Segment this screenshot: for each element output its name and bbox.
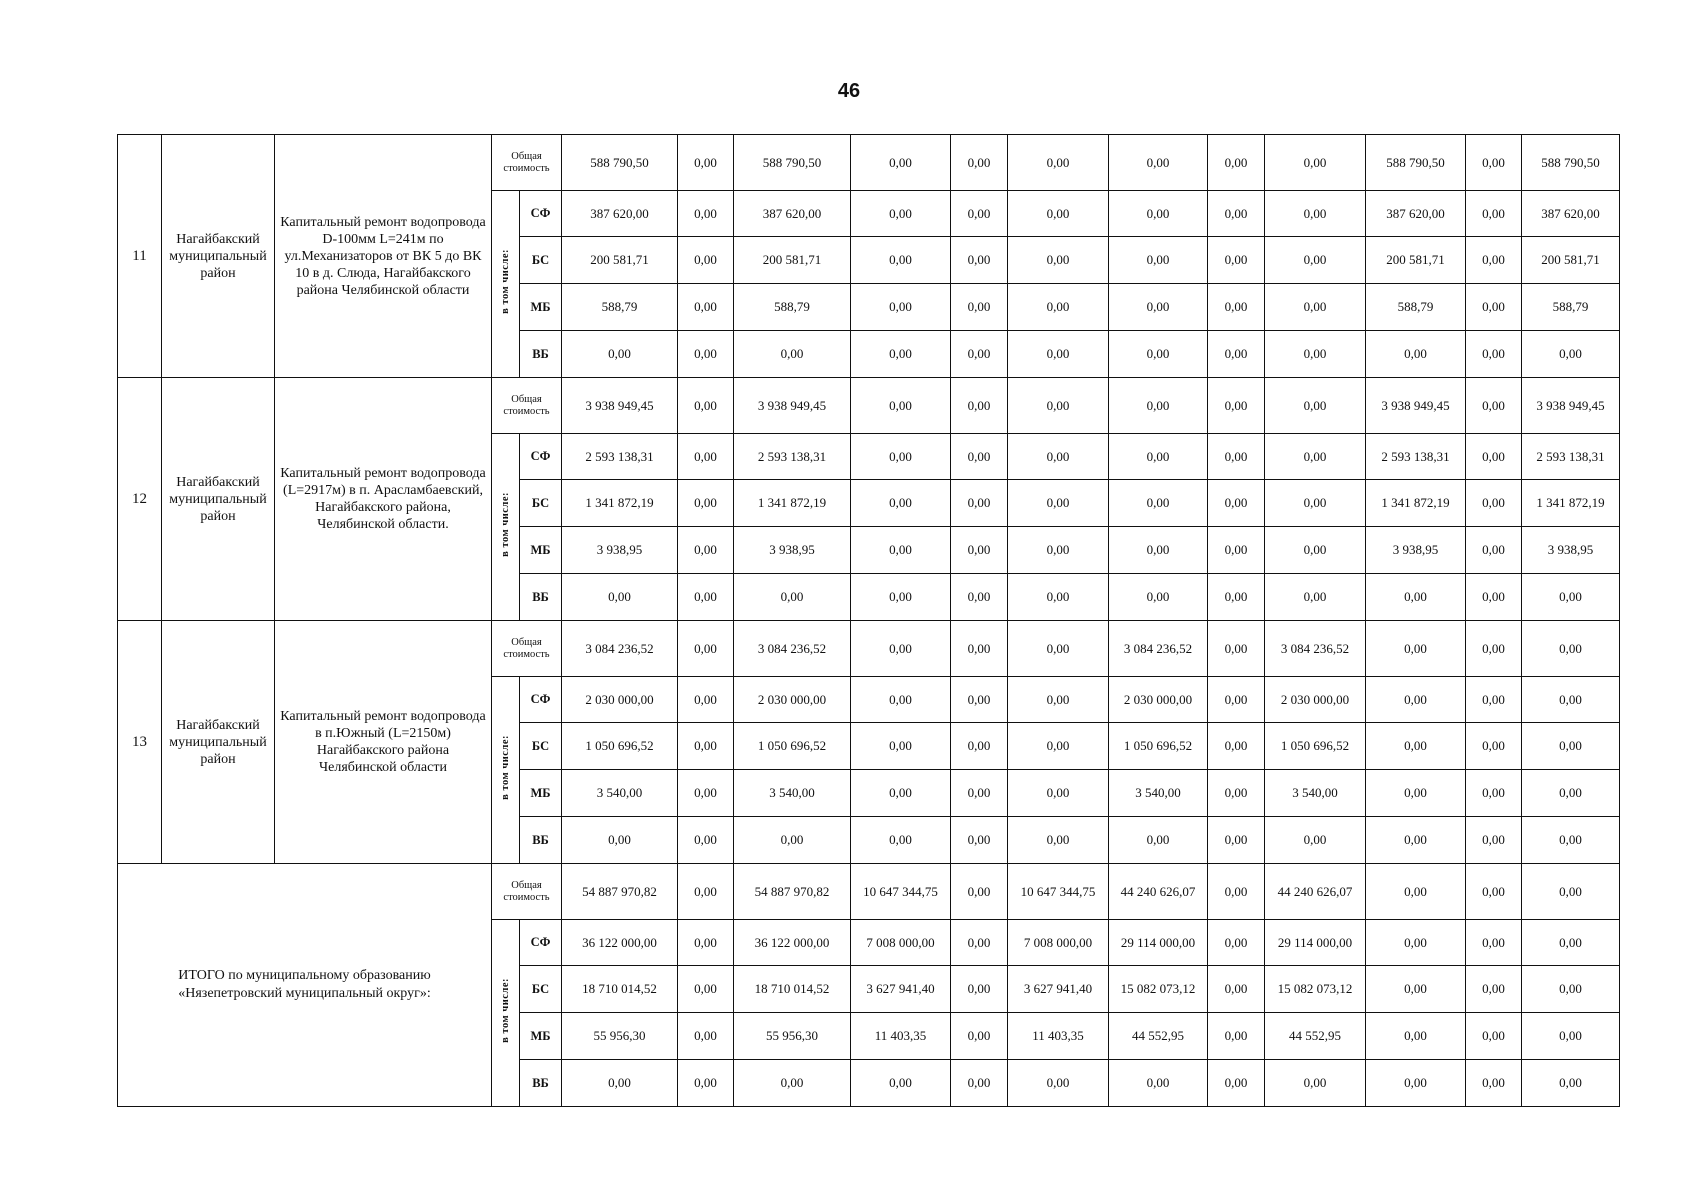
budget-code: МБ — [520, 1013, 562, 1060]
value-cell: 2 593 138,31 — [1522, 434, 1620, 480]
value-cell: 0,00 — [1466, 817, 1522, 864]
value-cell: 54 887 970,82 — [734, 864, 851, 920]
value-cell: 18 710 014,52 — [734, 966, 851, 1013]
value-cell: 29 114 000,00 — [1265, 920, 1366, 966]
value-cell: 0,00 — [1008, 677, 1109, 723]
value-cell: 3 627 941,40 — [1008, 966, 1109, 1013]
value-cell: 2 030 000,00 — [1265, 677, 1366, 723]
value-cell: 0,00 — [951, 378, 1008, 434]
value-cell: 15 082 073,12 — [1109, 966, 1208, 1013]
value-cell: 0,00 — [1466, 920, 1522, 966]
value-cell: 0,00 — [1466, 331, 1522, 378]
value-cell: 0,00 — [851, 434, 951, 480]
in-which-label — [492, 920, 520, 1107]
value-cell: 0,00 — [951, 191, 1008, 237]
value-cell: 0,00 — [1466, 723, 1522, 770]
value-cell: 0,00 — [678, 1060, 734, 1107]
value-cell: 0,00 — [1366, 770, 1466, 817]
value-cell: 55 956,30 — [562, 1013, 678, 1060]
in-which-label — [492, 677, 520, 864]
value-cell: 0,00 — [1265, 135, 1366, 191]
value-cell: 0,00 — [1109, 434, 1208, 480]
value-cell: 0,00 — [1265, 378, 1366, 434]
value-cell: 0,00 — [1466, 1013, 1522, 1060]
value-cell: 0,00 — [1208, 284, 1265, 331]
value-cell: 0,00 — [678, 770, 734, 817]
value-cell: 387 620,00 — [1522, 191, 1620, 237]
value-cell: 0,00 — [1265, 527, 1366, 574]
value-cell: 200 581,71 — [1522, 237, 1620, 284]
value-cell: 0,00 — [851, 770, 951, 817]
value-cell: 0,00 — [951, 237, 1008, 284]
value-cell: 0,00 — [851, 723, 951, 770]
value-cell: 3 084 236,52 — [1109, 621, 1208, 677]
value-cell: 3 084 236,52 — [734, 621, 851, 677]
value-cell: 0,00 — [1208, 237, 1265, 284]
value-cell: 0,00 — [1208, 677, 1265, 723]
value-cell: 0,00 — [851, 574, 951, 621]
value-cell: 44 552,95 — [1109, 1013, 1208, 1060]
value-cell: 0,00 — [1366, 817, 1466, 864]
value-cell: 0,00 — [951, 135, 1008, 191]
value-cell: 387 620,00 — [734, 191, 851, 237]
row-index: 13 — [118, 621, 162, 864]
value-cell: 0,00 — [851, 191, 951, 237]
value-cell: 0,00 — [851, 817, 951, 864]
value-cell: 0,00 — [1522, 723, 1620, 770]
value-cell: 0,00 — [851, 621, 951, 677]
value-cell: 0,00 — [1109, 1060, 1208, 1107]
value-cell: 3 938,95 — [1366, 527, 1466, 574]
value-cell: 0,00 — [1008, 770, 1109, 817]
value-cell: 0,00 — [1109, 817, 1208, 864]
page-number: 46 — [837, 80, 861, 102]
value-cell: 3 938 949,45 — [562, 378, 678, 434]
value-cell: 0,00 — [851, 284, 951, 331]
value-cell: 0,00 — [1109, 480, 1208, 527]
value-cell: 0,00 — [1208, 920, 1265, 966]
value-cell: 0,00 — [951, 434, 1008, 480]
value-cell: 387 620,00 — [562, 191, 678, 237]
value-cell: 0,00 — [1208, 191, 1265, 237]
value-cell: 588 790,50 — [1366, 135, 1466, 191]
value-cell: 3 084 236,52 — [1265, 621, 1366, 677]
value-cell: 0,00 — [1008, 1060, 1109, 1107]
value-cell: 3 938 949,45 — [1366, 378, 1466, 434]
value-cell: 0,00 — [1466, 135, 1522, 191]
value-cell: 0,00 — [851, 331, 951, 378]
value-cell: 0,00 — [678, 284, 734, 331]
value-cell: 0,00 — [1522, 331, 1620, 378]
value-cell: 0,00 — [1008, 135, 1109, 191]
value-cell: 0,00 — [1109, 527, 1208, 574]
value-cell: 0,00 — [1522, 920, 1620, 966]
in-which-text: в том числе: — [500, 735, 511, 800]
value-cell: 3 084 236,52 — [562, 621, 678, 677]
value-cell: 0,00 — [1265, 574, 1366, 621]
value-cell: 0,00 — [951, 817, 1008, 864]
value-cell: 0,00 — [1366, 966, 1466, 1013]
value-cell: 0,00 — [1366, 920, 1466, 966]
value-cell: 0,00 — [1265, 284, 1366, 331]
value-cell: 0,00 — [1008, 723, 1109, 770]
value-cell: 0,00 — [1208, 864, 1265, 920]
value-cell: 0,00 — [1466, 237, 1522, 284]
in-which-label — [492, 434, 520, 621]
budget-code: СФ — [520, 920, 562, 966]
value-cell: 0,00 — [1008, 284, 1109, 331]
value-cell: 1 341 872,19 — [734, 480, 851, 527]
total-cost-label: Общая стоимость — [492, 621, 562, 677]
value-cell: 2 593 138,31 — [1366, 434, 1466, 480]
value-cell: 0,00 — [1466, 434, 1522, 480]
table-body — [118, 135, 1620, 1107]
value-cell: 0,00 — [562, 331, 678, 378]
value-cell: 1 050 696,52 — [562, 723, 678, 770]
value-cell: 18 710 014,52 — [562, 966, 678, 1013]
value-cell: 0,00 — [1466, 1060, 1522, 1107]
total-row — [118, 135, 1620, 191]
value-cell: 0,00 — [1466, 677, 1522, 723]
grand-total-label — [118, 864, 492, 1107]
value-cell: 44 240 626,07 — [1109, 864, 1208, 920]
value-cell: 0,00 — [1466, 527, 1522, 574]
grand-total-label-line1: ИТОГО по муниципальному образованию — [178, 968, 431, 983]
value-cell: 588 790,50 — [562, 135, 678, 191]
value-cell: 0,00 — [851, 527, 951, 574]
value-cell: 0,00 — [1008, 237, 1109, 284]
value-cell: 10 647 344,75 — [851, 864, 951, 920]
value-cell: 0,00 — [678, 191, 734, 237]
value-cell: 7 008 000,00 — [851, 920, 951, 966]
value-cell: 0,00 — [1008, 434, 1109, 480]
value-cell: 0,00 — [1522, 574, 1620, 621]
value-cell: 2 030 000,00 — [1109, 677, 1208, 723]
value-cell: 0,00 — [678, 527, 734, 574]
value-cell: 0,00 — [951, 284, 1008, 331]
budget-table — [117, 134, 1620, 1107]
budget-code: ВБ — [520, 817, 562, 864]
value-cell: 0,00 — [678, 817, 734, 864]
value-cell: 0,00 — [1466, 770, 1522, 817]
value-cell: 0,00 — [1265, 1060, 1366, 1107]
value-cell: 0,00 — [1208, 434, 1265, 480]
budget-code: ВБ — [520, 1060, 562, 1107]
value-cell: 588,79 — [1366, 284, 1466, 331]
value-cell: 0,00 — [1366, 677, 1466, 723]
value-cell: 0,00 — [1366, 864, 1466, 920]
value-cell: 0,00 — [1208, 135, 1265, 191]
budget-code: МБ — [520, 527, 562, 574]
value-cell: 3 540,00 — [734, 770, 851, 817]
budget-code: ВБ — [520, 331, 562, 378]
municipality-name: Нагайбакский муниципальный район — [162, 378, 275, 621]
value-cell: 36 122 000,00 — [734, 920, 851, 966]
value-cell: 0,00 — [734, 1060, 851, 1107]
grand-total-label-line2: «Нязепетровский муниципальный округ»: — [178, 986, 431, 1001]
row-index: 11 — [118, 135, 162, 378]
value-cell: 3 938 949,45 — [1522, 378, 1620, 434]
value-cell: 0,00 — [1008, 331, 1109, 378]
total-cost-label: Общая стоимость — [492, 378, 562, 434]
budget-code: СФ — [520, 434, 562, 480]
municipality-name: Нагайбакский муниципальный район — [162, 135, 275, 378]
value-cell: 0,00 — [1208, 480, 1265, 527]
value-cell: 0,00 — [562, 817, 678, 864]
value-cell: 0,00 — [678, 966, 734, 1013]
value-cell: 3 540,00 — [1109, 770, 1208, 817]
value-cell: 0,00 — [1466, 966, 1522, 1013]
value-cell: 0,00 — [951, 331, 1008, 378]
value-cell: 0,00 — [1109, 191, 1208, 237]
value-cell: 54 887 970,82 — [562, 864, 678, 920]
value-cell: 0,00 — [1522, 817, 1620, 864]
value-cell: 0,00 — [1208, 378, 1265, 434]
value-cell: 0,00 — [1265, 434, 1366, 480]
value-cell: 0,00 — [1008, 621, 1109, 677]
value-cell: 11 403,35 — [851, 1013, 951, 1060]
value-cell: 0,00 — [1109, 237, 1208, 284]
value-cell: 0,00 — [951, 966, 1008, 1013]
value-cell: 0,00 — [1265, 237, 1366, 284]
value-cell: 1 341 872,19 — [562, 480, 678, 527]
value-cell: 0,00 — [1109, 284, 1208, 331]
value-cell: 3 540,00 — [1265, 770, 1366, 817]
value-cell: 0,00 — [1366, 723, 1466, 770]
value-cell: 588,79 — [734, 284, 851, 331]
value-cell: 0,00 — [1208, 331, 1265, 378]
value-cell: 0,00 — [1466, 864, 1522, 920]
value-cell: 7 008 000,00 — [1008, 920, 1109, 966]
value-cell: 29 114 000,00 — [1109, 920, 1208, 966]
value-cell: 1 050 696,52 — [734, 723, 851, 770]
value-cell: 588 790,50 — [734, 135, 851, 191]
value-cell: 0,00 — [1522, 864, 1620, 920]
value-cell: 2 593 138,31 — [734, 434, 851, 480]
budget-code: СФ — [520, 191, 562, 237]
value-cell: 588 790,50 — [1522, 135, 1620, 191]
value-cell: 2 593 138,31 — [562, 434, 678, 480]
value-cell: 0,00 — [1466, 621, 1522, 677]
value-cell: 0,00 — [851, 378, 951, 434]
value-cell: 0,00 — [1366, 331, 1466, 378]
value-cell: 2 030 000,00 — [562, 677, 678, 723]
value-cell: 0,00 — [951, 527, 1008, 574]
value-cell: 0,00 — [1522, 770, 1620, 817]
value-cell: 0,00 — [1265, 480, 1366, 527]
total-cost-label: Общая стоимость — [492, 135, 562, 191]
value-cell: 1 341 872,19 — [1522, 480, 1620, 527]
value-cell: 0,00 — [678, 723, 734, 770]
value-cell: 0,00 — [734, 331, 851, 378]
value-cell: 0,00 — [1366, 1060, 1466, 1107]
value-cell: 0,00 — [1008, 817, 1109, 864]
value-cell: 0,00 — [1208, 966, 1265, 1013]
in-which-text: в том числе: — [500, 978, 511, 1043]
value-cell: 0,00 — [1109, 378, 1208, 434]
value-cell: 0,00 — [1208, 723, 1265, 770]
value-cell: 11 403,35 — [1008, 1013, 1109, 1060]
value-cell: 0,00 — [951, 621, 1008, 677]
value-cell: 0,00 — [1008, 480, 1109, 527]
value-cell: 0,00 — [1522, 1013, 1620, 1060]
value-cell: 0,00 — [1466, 574, 1522, 621]
value-cell: 0,00 — [851, 1060, 951, 1107]
project-description: Капитальный ремонт водопровода в п.Южный (L=2150м) Нагайбакского района Челябинской области — [275, 621, 492, 864]
value-cell: 0,00 — [951, 920, 1008, 966]
value-cell: 200 581,71 — [734, 237, 851, 284]
value-cell: 0,00 — [1208, 770, 1265, 817]
value-cell: 0,00 — [1208, 1013, 1265, 1060]
value-cell: 0,00 — [1522, 677, 1620, 723]
value-cell: 200 581,71 — [1366, 237, 1466, 284]
value-cell: 0,00 — [1008, 191, 1109, 237]
in-which-text: в том числе: — [500, 249, 511, 314]
value-cell: 0,00 — [678, 331, 734, 378]
value-cell: 0,00 — [951, 677, 1008, 723]
value-cell: 0,00 — [562, 1060, 678, 1107]
value-cell: 0,00 — [1265, 331, 1366, 378]
value-cell: 0,00 — [951, 574, 1008, 621]
total-row — [118, 378, 1620, 434]
value-cell: 0,00 — [951, 1013, 1008, 1060]
value-cell: 0,00 — [851, 135, 951, 191]
value-cell: 3 627 941,40 — [851, 966, 951, 1013]
value-cell: 0,00 — [1522, 966, 1620, 1013]
budget-code: МБ — [520, 770, 562, 817]
value-cell: 15 082 073,12 — [1265, 966, 1366, 1013]
value-cell: 0,00 — [951, 723, 1008, 770]
project-description: Капитальный ремонт водопровода D-100мм L=241м по ул.Механизаторов от ВК 5 до ВК 10 в д. Слюда, Нагайбакского района Челябинской области — [275, 135, 492, 378]
total-row — [118, 621, 1620, 677]
value-cell: 0,00 — [678, 621, 734, 677]
value-cell: 0,00 — [951, 1060, 1008, 1107]
value-cell: 1 050 696,52 — [1109, 723, 1208, 770]
value-cell: 0,00 — [734, 574, 851, 621]
value-cell: 0,00 — [678, 677, 734, 723]
value-cell: 0,00 — [734, 817, 851, 864]
value-cell: 55 956,30 — [734, 1013, 851, 1060]
value-cell: 0,00 — [1008, 574, 1109, 621]
value-cell: 387 620,00 — [1366, 191, 1466, 237]
value-cell: 0,00 — [678, 920, 734, 966]
value-cell: 0,00 — [678, 378, 734, 434]
value-cell: 0,00 — [1265, 817, 1366, 864]
value-cell: 0,00 — [678, 480, 734, 527]
value-cell: 0,00 — [1109, 331, 1208, 378]
value-cell: 0,00 — [1265, 191, 1366, 237]
value-cell: 0,00 — [678, 574, 734, 621]
value-cell: 0,00 — [678, 135, 734, 191]
value-cell: 588,79 — [1522, 284, 1620, 331]
value-cell: 200 581,71 — [562, 237, 678, 284]
budget-code: БС — [520, 237, 562, 284]
value-cell: 0,00 — [851, 677, 951, 723]
budget-code: БС — [520, 966, 562, 1013]
budget-code: БС — [520, 723, 562, 770]
municipality-name: Нагайбакский муниципальный район — [162, 621, 275, 864]
budget-code: МБ — [520, 284, 562, 331]
value-cell: 3 938,95 — [562, 527, 678, 574]
value-cell: 0,00 — [1208, 621, 1265, 677]
value-cell: 0,00 — [951, 864, 1008, 920]
value-cell: 10 647 344,75 — [1008, 864, 1109, 920]
row-index: 12 — [118, 378, 162, 621]
value-cell: 0,00 — [1109, 574, 1208, 621]
value-cell: 0,00 — [678, 864, 734, 920]
value-cell: 0,00 — [1208, 527, 1265, 574]
in-which-label — [492, 191, 520, 378]
value-cell: 588,79 — [562, 284, 678, 331]
budget-code: СФ — [520, 677, 562, 723]
value-cell: 0,00 — [851, 480, 951, 527]
budget-code: ВБ — [520, 574, 562, 621]
value-cell: 1 341 872,19 — [1366, 480, 1466, 527]
value-cell: 3 938 949,45 — [734, 378, 851, 434]
value-cell: 44 240 626,07 — [1265, 864, 1366, 920]
in-which-text: в том числе: — [500, 492, 511, 557]
total-cost-label: Общая стоимость — [492, 864, 562, 920]
value-cell: 3 938,95 — [1522, 527, 1620, 574]
value-cell: 36 122 000,00 — [562, 920, 678, 966]
value-cell: 1 050 696,52 — [1265, 723, 1366, 770]
value-cell: 0,00 — [1466, 191, 1522, 237]
value-cell: 0,00 — [1208, 1060, 1265, 1107]
value-cell: 0,00 — [1522, 1060, 1620, 1107]
budget-code: БС — [520, 480, 562, 527]
value-cell: 0,00 — [1366, 574, 1466, 621]
value-cell: 0,00 — [1109, 135, 1208, 191]
value-cell: 0,00 — [1466, 284, 1522, 331]
value-cell: 0,00 — [1008, 527, 1109, 574]
value-cell: 0,00 — [1466, 378, 1522, 434]
value-cell: 0,00 — [678, 434, 734, 480]
value-cell: 0,00 — [1366, 1013, 1466, 1060]
value-cell: 0,00 — [562, 574, 678, 621]
value-cell: 2 030 000,00 — [734, 677, 851, 723]
value-cell: 0,00 — [1366, 621, 1466, 677]
value-cell: 0,00 — [1522, 621, 1620, 677]
value-cell: 44 552,95 — [1265, 1013, 1366, 1060]
project-description: Капитальный ремонт водопровода (L=2917м) в п. Арасламбаевский, Нагайбакского района, Челябинской области. — [275, 378, 492, 621]
value-cell: 0,00 — [1466, 480, 1522, 527]
value-cell: 0,00 — [678, 1013, 734, 1060]
value-cell: 3 540,00 — [562, 770, 678, 817]
value-cell: 3 938,95 — [734, 527, 851, 574]
value-cell: 0,00 — [951, 770, 1008, 817]
value-cell: 0,00 — [1208, 574, 1265, 621]
value-cell: 0,00 — [951, 480, 1008, 527]
total-row — [118, 864, 1620, 920]
value-cell: 0,00 — [1208, 817, 1265, 864]
value-cell: 0,00 — [1008, 378, 1109, 434]
value-cell: 0,00 — [678, 237, 734, 284]
value-cell: 0,00 — [851, 237, 951, 284]
